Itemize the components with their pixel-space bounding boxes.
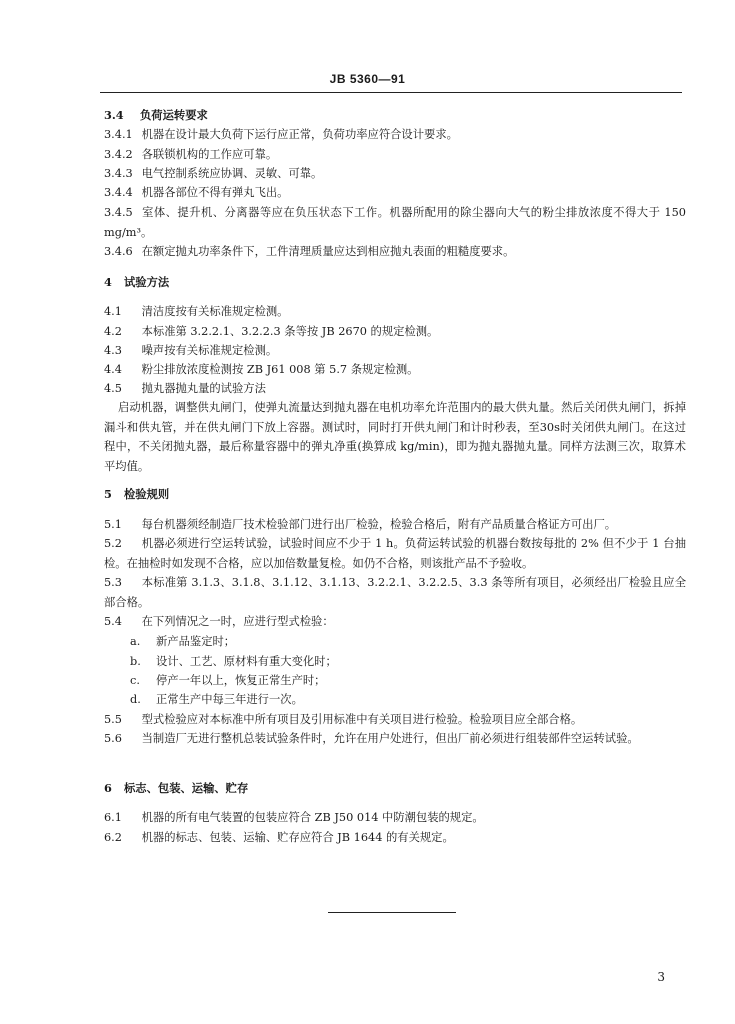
list-label: a. [130, 635, 141, 648]
clause-5-2 [104, 534, 686, 573]
header-divider [100, 92, 682, 93]
list-label: b. [130, 655, 141, 668]
section-title: 检验规则 [124, 487, 170, 501]
document-id-header: JB 5360—91 [329, 72, 406, 86]
clause-number: 3.4.1 [104, 128, 133, 141]
clause-number: 4.3 [104, 344, 122, 357]
clause-number: 4.5 [104, 382, 122, 395]
clause-text: 机器的所有电气装置的包装应符合 ZB J50 014 中防潮包装的规定。 [141, 811, 484, 824]
clause-4-5 [104, 381, 266, 397]
clause-3-4-5 [104, 203, 686, 242]
clause-number: 3.4.3 [104, 167, 133, 180]
clause-text: 型式检验应对本标准中所有项目及引用标准中有关项目进行检验。检验项目应全部合格。 [141, 713, 583, 726]
clause-text: 室体、提升机、分离器等应在负压状态下工作。机器所配用的除尘器向大气的粉尘排放浓度不得大于 150 mg/m³。 [104, 206, 686, 239]
section-number: 4 [104, 275, 112, 289]
clause-5-4 [104, 614, 334, 630]
clause-text: 在额定抛丸功率条件下，工件清理质量应达到相应抛丸表面的粗糙度要求。 [141, 245, 515, 258]
clause-3-4-6 [104, 244, 514, 260]
clause-5-1 [104, 517, 616, 533]
clause-text: 清洁度按有关标准规定检测。 [141, 305, 289, 318]
clause-number: 3.4.6 [104, 245, 133, 258]
clause-text: 每台机器须经制造厂技术检验部门进行出厂检验，检验合格后，附有产品质量合格证方可出厂。 [141, 518, 617, 531]
clause-text: 机器必须进行空运转试验，试验时间应不少于 1 h。负荷运转试验的机器台数按每批的 2% 但不少于 1 台抽检。在抽检时如发现不合格，应以加倍数量复检。如仍不合格，则该批产品不予验收。 [104, 537, 687, 570]
clause-4-2 [104, 324, 438, 340]
clause-text: 机器各部位不得有弹丸飞出。 [141, 186, 289, 199]
clause-text: 噪声按有关标准规定检测。 [141, 344, 278, 357]
clause-number: 3.4.4 [104, 186, 133, 199]
clause-4-5-body: 启动机器，调整供丸闸门，使弹丸流量达到抛丸器在电机功率允许范围内的最大供丸量。然后关闭供丸闸门，拆掉漏斗和供丸管，并在供丸闸门下放上容器。测试时，同时打开供丸闸门和计时秒表，至30s时关闭供丸闸门。在这过程中，不关闭抛丸器，最后称量容器中的弹丸净重(换算成 kg/min)，即为抛丸器抛丸量。同样方法测三次，取算术平均值。 [104, 401, 686, 474]
clause-4-3 [104, 343, 277, 359]
clause-number: 4.4 [104, 363, 122, 376]
section-number: 3.4 [104, 108, 124, 122]
list-item-b [130, 654, 337, 670]
clause-text: 本标准第 3.1.3、3.1.8、3.1.12、3.1.13、3.2.2.1、3.2.2.5、3.3 条等所有项目，必须经出厂检验且应全部合格。 [104, 576, 686, 609]
clause-3-4-2 [104, 147, 277, 163]
clause-number: 5.3 [104, 576, 122, 589]
clause-text: 在下列情况之一时，应进行型式检验： [141, 615, 334, 628]
clause-number: 6.1 [104, 811, 122, 824]
clause-number: 6.2 [104, 831, 122, 844]
clause-text: 当制造厂无进行整机总装试验条件时，允许在用户处进行，但出厂前必须进行组装部件空运转试验。 [141, 732, 639, 745]
section-number: 6 [104, 781, 112, 795]
page-number: 3 [657, 970, 665, 984]
list-label: c. [130, 674, 140, 687]
section-title: 负荷运转要求 [140, 108, 208, 122]
clause-text: 抛丸器抛丸量的试验方法 [141, 382, 266, 395]
clause-number: 5.5 [104, 713, 122, 726]
list-text: 正常生产中每三年进行一次。 [156, 693, 303, 706]
clause-text: 粉尘排放浓度检测按 ZB J61 008 第 5.7 条规定检测。 [141, 363, 419, 376]
list-item-a [130, 634, 235, 650]
section-4-heading [104, 274, 169, 290]
clause-text: 机器的标志、包装、运输、贮存应符合 JB 1644 的有关规定。 [141, 831, 454, 844]
section-3-4-heading [104, 107, 208, 123]
clause-number: 5.4 [104, 615, 122, 628]
list-text: 新产品鉴定时； [156, 635, 236, 648]
clause-3-4-1 [104, 127, 458, 143]
clause-3-4-3 [104, 166, 322, 182]
section-5-heading [104, 486, 169, 502]
clause-text: 本标准第 3.2.2.1、3.2.2.3 条等按 JB 2670 的规定检测。 [141, 325, 439, 338]
clause-3-4-4 [104, 185, 288, 201]
clause-5-6 [104, 729, 686, 749]
list-item-d [130, 692, 303, 708]
clause-number: 4.1 [104, 305, 122, 318]
clause-number: 5.2 [104, 537, 122, 550]
clause-5-3 [104, 573, 686, 612]
list-item-c [130, 673, 325, 689]
clause-4-4 [104, 362, 418, 378]
list-text: 停产一年以上，恢复正常生产时； [156, 674, 326, 687]
end-of-text-rule [328, 912, 456, 913]
list-label: d. [130, 693, 141, 706]
clause-number: 3.4.2 [104, 148, 133, 161]
clause-text: 电气控制系统应协调、灵敏、可靠。 [141, 167, 323, 180]
clause-number: 4.2 [104, 325, 122, 338]
list-text: 设计、工艺、原材料有重大变化时； [156, 655, 337, 668]
section-number: 5 [104, 487, 112, 501]
clause-text: 各联锁机构的工作应可靠。 [141, 148, 278, 161]
section-title: 标志、包装、运输、贮存 [124, 781, 249, 795]
clause-5-5 [104, 712, 582, 728]
clause-number: 3.4.5 [104, 206, 133, 219]
clause-4-1 [104, 304, 288, 320]
clause-6-1 [104, 810, 484, 826]
clause-number: 5.6 [104, 732, 122, 745]
clause-6-2 [104, 830, 454, 846]
clause-text: 机器在设计最大负荷下运行应正常，负荷功率应符合设计要求。 [141, 128, 458, 141]
section-title: 试验方法 [124, 275, 170, 289]
section-6-heading [104, 780, 248, 796]
clause-number: 5.1 [104, 518, 122, 531]
